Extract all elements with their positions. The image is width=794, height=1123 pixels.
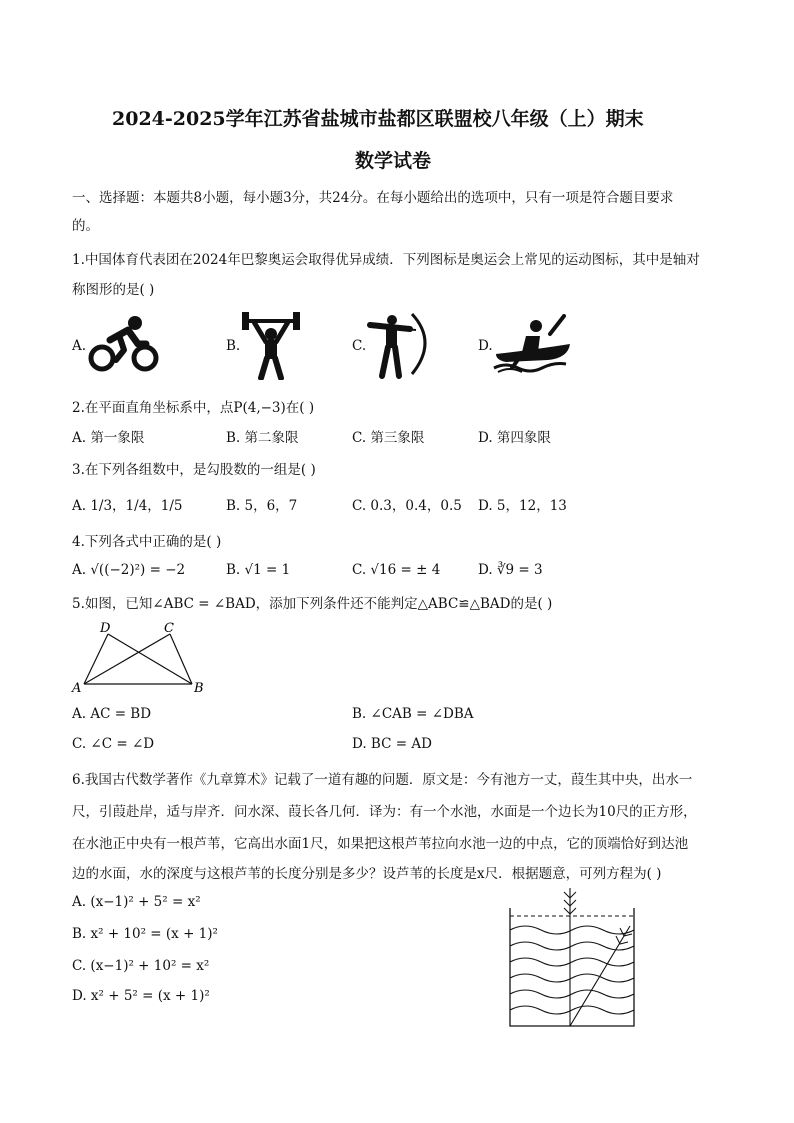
q1-option-b-label: B. (226, 338, 241, 354)
q5-label-a: A (72, 681, 82, 696)
q5-option-a: A. AC = BD (72, 706, 152, 722)
q2-option-c: C. 第三象限 (352, 430, 425, 446)
q5-option-c: C. ∠C = ∠D (72, 736, 155, 752)
cycling-icon (86, 314, 162, 374)
q5-label-d: D (100, 621, 111, 636)
q6-option-a: A. (x−1)² + 5² = x² (72, 894, 201, 910)
q6-stem-line2: 尺，引葭赴岸，适与岸齐．问水深、葭长各几何．译为：有一个水池，水面是一个边长为10尺的正方形， (72, 804, 697, 820)
q5-label-c: C (164, 621, 174, 636)
q5-label-b: B (194, 681, 204, 696)
q3-option-b: B. 5，6，7 (226, 498, 298, 514)
q2-stem: 2.在平面直角坐标系中，点P(4,−3)在( ) (72, 400, 315, 416)
q6-option-d: D. x² + 5² = (x + 1)² (72, 988, 210, 1004)
q5-triangle-figure (70, 618, 210, 698)
q4-option-a: A. √((−2)²) = −2 (72, 562, 186, 578)
q2-option-d: D. 第四象限 (478, 430, 551, 446)
q5-stem: 5.如图，已知∠ABC = ∠BAD，添加下列条件还不能判定△ABC≌△BAD的是( ) (72, 596, 553, 612)
q3-option-c: C. 0.3，0.4，0.5 (352, 498, 462, 514)
section-header-line2: 的。 (72, 218, 99, 234)
q4-option-d: D. ∛9 = 3 (478, 562, 543, 578)
q2-option-b: B. 第二象限 (226, 430, 299, 446)
q4-option-c: C. √16 = ± 4 (352, 562, 441, 578)
q1-option-d-label: D. (478, 338, 493, 354)
q5-option-b: B. ∠CAB = ∠DBA (352, 706, 474, 722)
q4-stem: 4.下列各式中正确的是( ) (72, 534, 222, 550)
q1-option-a-label: A. (72, 338, 87, 354)
exam-title-line2: 数学试卷 (355, 150, 432, 172)
q3-option-d: D. 5，12，13 (478, 498, 567, 514)
exam-title-line1: 2024-2025学年江苏省盐城市盐都区联盟校八年级（上）期末 (112, 108, 644, 130)
q1-stem-line1: 1.中国体育代表团在2024年巴黎奥运会取得优异成绩．下列图标是奥运会上常见的运动图标，其中是轴对 (72, 252, 700, 268)
q6-pond-reed-figure (504, 886, 640, 1028)
q6-stem-line3: 在水池正中央有一根芦苇，它高出水面1尺，如果把这根芦苇拉向水池一边的中点，它的顶端恰好到达池 (72, 836, 689, 852)
weightlifting-icon (240, 310, 302, 380)
q4-option-b: B. √1 = 1 (226, 562, 291, 578)
q6-option-c: C. (x−1)² + 10² = x² (72, 958, 210, 974)
q2-option-a: A. 第一象限 (72, 430, 145, 446)
archery-icon (366, 312, 432, 380)
q6-stem-line1: 6.我国古代数学著作《九章算术》记载了一道有趣的问题．原文是：今有池方一丈，葭生其中央，出水一 (72, 772, 693, 788)
q3-stem: 3.在下列各组数中，是勾股数的一组是( ) (72, 462, 316, 478)
q6-option-b: B. x² + 10² = (x + 1)² (72, 926, 218, 942)
q3-option-a: A. 1/3，1/4，1/5 (72, 498, 183, 514)
q1-option-c-label: C. (352, 338, 367, 354)
section-header-line1: 一、选择题：本题共8小题，每小题3分，共24分。在每小题给出的选项中，只有一项是符合题目要求 (72, 190, 674, 206)
q6-stem-line4: 边的水面，水的深度与这根芦苇的长度分别是多少？设芦苇的长度是x尺．根据题意，可列方程为( ) (72, 866, 662, 882)
q5-option-d: D. BC = AD (352, 736, 432, 752)
q1-stem-line2: 称图形的是( ) (72, 282, 155, 298)
canoeing-icon (492, 314, 576, 374)
